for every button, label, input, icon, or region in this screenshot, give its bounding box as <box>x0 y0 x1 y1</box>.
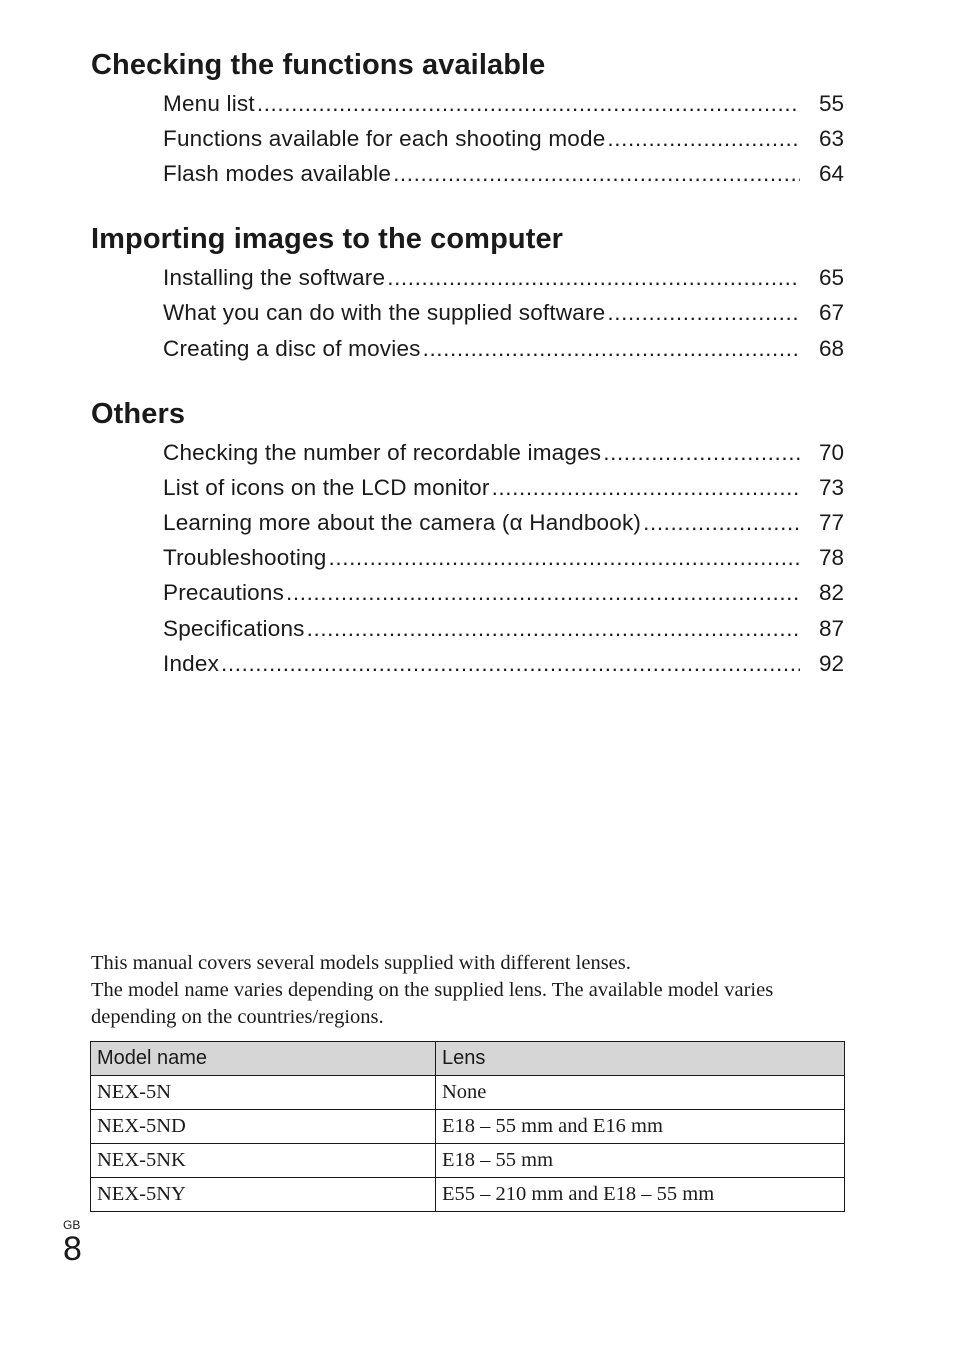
toc-page-number: 87 <box>818 616 844 641</box>
toc-entry-troubleshooting[interactable] <box>163 543 844 573</box>
toc-leader-dots <box>607 298 800 328</box>
toc-leader-dots <box>286 578 800 608</box>
toc-label: Checking the number of recordable images <box>163 440 602 465</box>
table-row <box>91 1144 845 1178</box>
toc-leader-dots <box>607 124 800 154</box>
toc-entry-flash-modes[interactable] <box>163 159 844 189</box>
toc-entry-handbook[interactable] <box>163 508 844 538</box>
toc-page-number: 77 <box>818 510 844 535</box>
header-lens: Lens <box>436 1042 845 1076</box>
section-title: Others <box>91 398 186 430</box>
cell-lens: None <box>436 1076 845 1110</box>
toc-entry-recordable-images[interactable] <box>163 438 844 468</box>
toc-page-number: 82 <box>818 580 844 605</box>
cell-lens: E18 – 55 mm <box>436 1144 845 1178</box>
cell-model: NEX-5ND <box>91 1110 436 1144</box>
page-region-code: GB <box>63 1218 81 1232</box>
page-marker <box>63 1218 82 1268</box>
note-line-2: The model name varies depending on the supplied lens. The available model varies depending on the countries/regions. <box>91 979 774 1028</box>
toc-page-number: 67 <box>818 300 844 325</box>
toc-entry-installing-software[interactable] <box>163 263 844 293</box>
cell-model: NEX-5N <box>91 1076 436 1110</box>
model-table <box>90 1041 845 1212</box>
toc-entry-disc-of-movies[interactable] <box>163 334 844 364</box>
toc-entry-menu-list[interactable] <box>163 89 844 119</box>
toc-label: Menu list <box>163 91 255 116</box>
toc-entry-index[interactable] <box>163 649 844 679</box>
note-line-1: This manual covers several models supplied with different lenses. <box>91 952 631 974</box>
header-model-name: Model name <box>91 1042 436 1076</box>
toc-leader-dots <box>643 508 800 538</box>
toc-leader-dots <box>329 543 800 573</box>
toc-page-number: 63 <box>818 126 844 151</box>
toc-leader-dots <box>492 473 800 503</box>
toc-page-number: 73 <box>818 475 844 500</box>
section-title: Importing images to the computer <box>91 223 564 255</box>
toc-label: Index <box>163 651 220 676</box>
toc-label: List of icons on the LCD monitor <box>163 475 490 500</box>
toc-leader-dots <box>423 334 800 364</box>
toc-page-number: 92 <box>818 651 844 676</box>
toc-page-number: 65 <box>818 265 844 290</box>
toc-entry-supplied-software[interactable] <box>163 298 844 328</box>
table-row <box>91 1076 845 1110</box>
section-title: Checking the functions available <box>91 49 546 81</box>
toc-label: What you can do with the supplied software <box>163 300 606 325</box>
toc-leader-dots <box>221 649 800 679</box>
toc-label: Learning more about the camera (α Handbook) <box>163 510 642 535</box>
cell-lens: E55 – 210 mm and E18 – 55 mm <box>436 1178 845 1212</box>
table-row <box>91 1178 845 1212</box>
toc-page-number: 55 <box>818 91 844 116</box>
toc-entry-precautions[interactable] <box>163 578 844 608</box>
toc-label: Functions available for each shooting mode <box>163 126 606 151</box>
page-number: 8 <box>63 1230 82 1268</box>
model-note <box>91 950 851 1031</box>
toc-leader-dots <box>257 89 800 119</box>
toc-label: Troubleshooting <box>163 545 327 570</box>
toc-page-number: 78 <box>818 545 844 570</box>
toc-page-number: 64 <box>818 161 844 186</box>
cell-model: NEX-5NK <box>91 1144 436 1178</box>
cell-model: NEX-5NY <box>91 1178 436 1212</box>
toc-label: Installing the software <box>163 265 386 290</box>
toc-leader-dots <box>387 263 800 293</box>
toc-label: Precautions <box>163 580 285 605</box>
toc-leader-dots <box>307 614 800 644</box>
toc-leader-dots <box>393 159 800 189</box>
toc-label: Specifications <box>163 616 305 641</box>
toc-page-number: 70 <box>818 440 844 465</box>
cell-lens: E18 – 55 mm and E16 mm <box>436 1110 845 1144</box>
toc-label: Flash modes available <box>163 161 392 186</box>
toc-leader-dots <box>603 438 800 468</box>
toc-page-number: 68 <box>818 336 844 361</box>
table-row <box>91 1110 845 1144</box>
toc-entry-specifications[interactable] <box>163 614 844 644</box>
toc-entry-lcd-icons[interactable] <box>163 473 844 503</box>
toc-entry-functions-per-mode[interactable] <box>163 124 844 154</box>
table-header-row <box>91 1042 845 1076</box>
toc-label: Creating a disc of movies <box>163 336 421 361</box>
